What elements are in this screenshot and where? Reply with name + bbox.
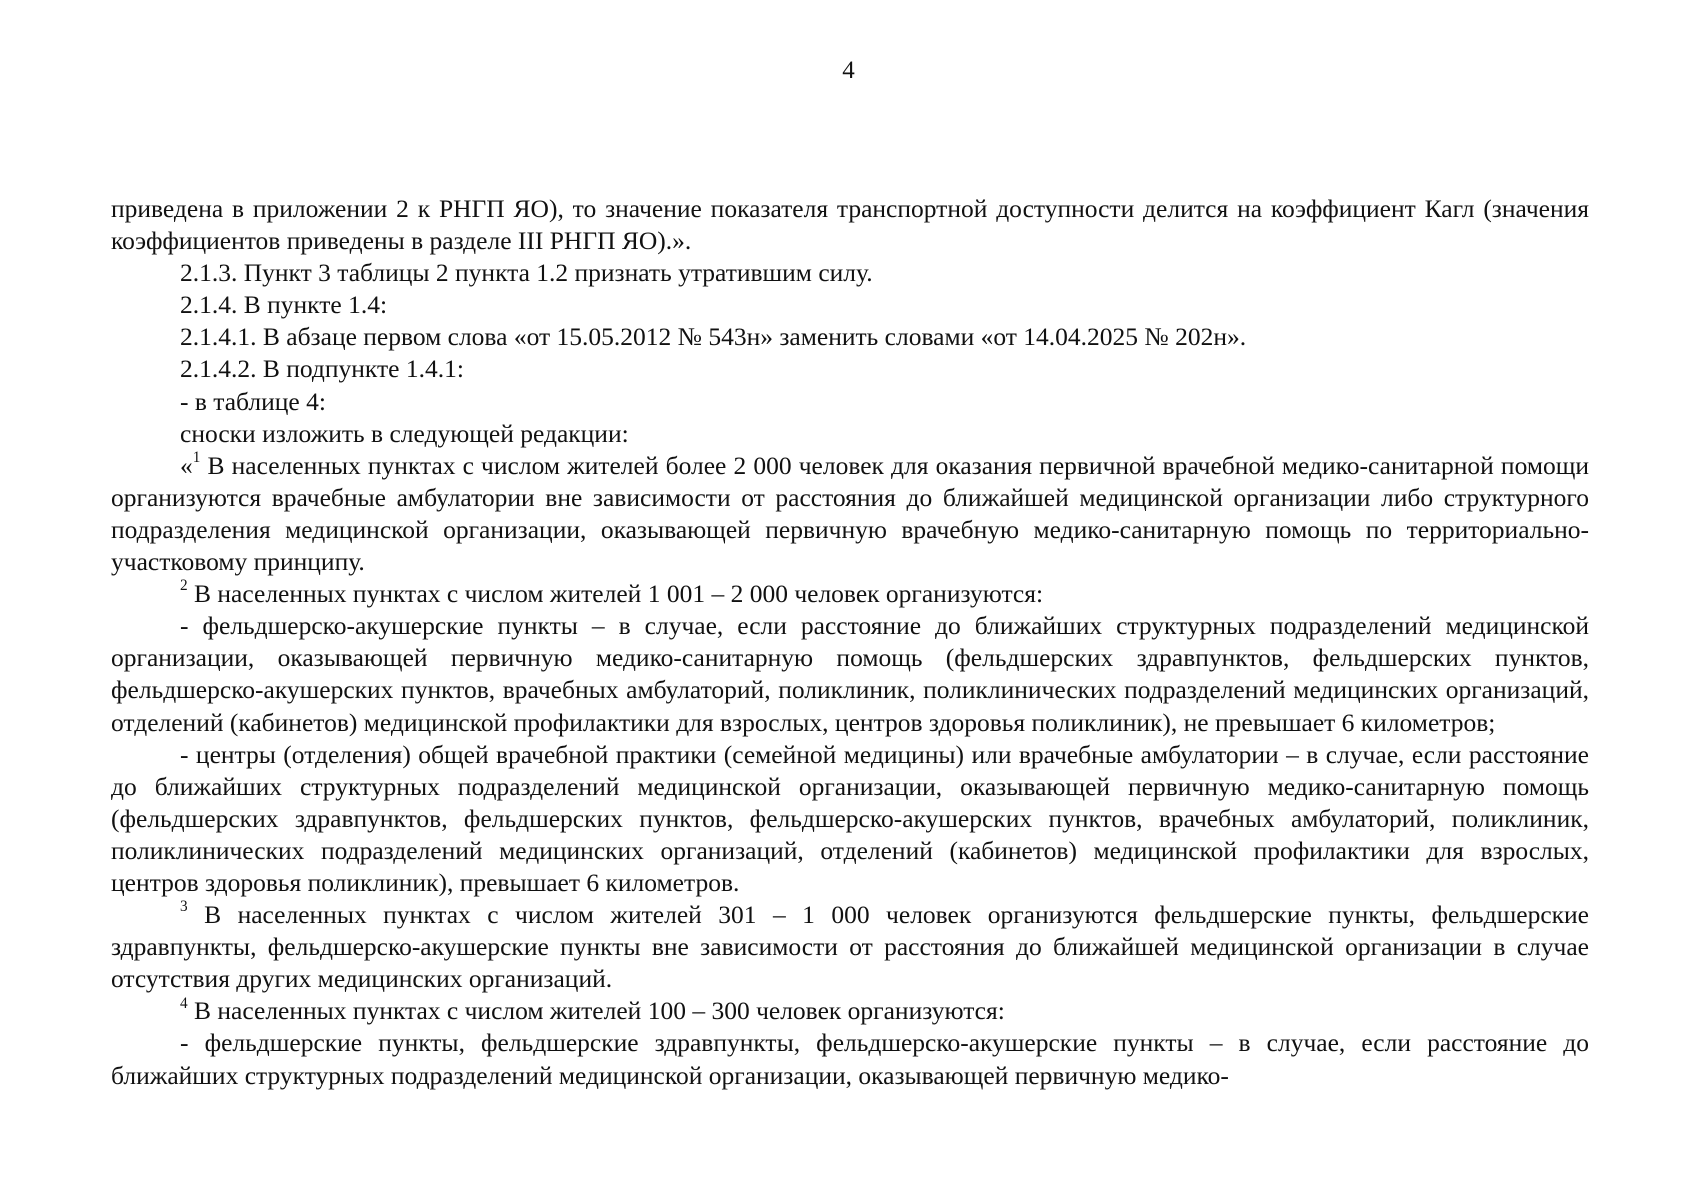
paragraph — [111, 899, 1589, 995]
paragraph — [111, 739, 1589, 899]
footnote-marker: 2 — [180, 577, 188, 595]
paragraph-text: - фельдшерские пункты, фельдшерские здравпункты, фельдшерско-акушерские пункты – в случае, если расстояние до ближайших структурных подразделений медицинской организации, оказывающей первичную медико- — [111, 1028, 1589, 1090]
document-body — [111, 193, 1589, 1092]
paragraph — [111, 321, 1589, 353]
paragraph — [111, 257, 1589, 289]
paragraph — [111, 386, 1589, 418]
paragraph — [111, 289, 1589, 321]
quote-mark: « — [180, 450, 193, 480]
footnote-marker: 3 — [180, 898, 188, 916]
paragraph-text: - центры (отделения) общей врачебной практики (семейной медицины) или врачебные амбулатории – в случае, если расстояние до ближайших структурных подразделений медицинской организации, оказывающей первичную медико-санитарную помощь (фельдшерских здравпунктов, фельдшерских пунктов, фельдшерско-акушерских пунктов, врачебных амбулаторий, поликлиник, поликлинических подразделений медицинских организаций, отделений (кабинетов) медицинской профилактики для взрослых, центров здоровья поликлиник), превышает 6 километров. — [111, 739, 1589, 897]
paragraph-text: 2.1.3. Пункт 3 таблицы 2 пункта 1.2 признать утратившим силу. — [180, 258, 873, 288]
paragraph-text: В населенных пунктах с числом жителей 1 001 – 2 000 человек организуются: — [187, 579, 1044, 609]
paragraph — [111, 418, 1589, 450]
footnote-marker: 1 — [192, 448, 201, 466]
paragraph-text: В населенных пунктах с числом жителей более 2 000 человек для оказания первичной врачебной медико-санитарной помощи организуются врачебные амбулатории вне зависимости от расстояния до ближайшей медицинской организации либо структурного подразделения медицинской организации, оказывающей первичную врачебную медико-санитарную помощь по территориально-участковому принципу. — [111, 450, 1589, 577]
paragraph — [111, 578, 1589, 610]
paragraph-text: В населенных пунктах с числом жителей 100 – 300 человек организуются: — [187, 996, 1005, 1026]
paragraph-text: 2.1.4.2. В подпункте 1.4.1: — [180, 354, 464, 384]
paragraph-text: 2.1.4. В пункте 1.4: — [180, 290, 388, 320]
paragraph — [111, 995, 1589, 1027]
footnote-marker: 4 — [180, 994, 188, 1012]
paragraph — [111, 450, 1589, 578]
paragraph — [111, 1027, 1589, 1091]
paragraph-text: - фельдшерско-акушерские пункты – в случае, если расстояние до ближайших структурных подразделений медицинской организации, оказывающей первичную медико-санитарную помощь (фельдшерских здравпунктов, фельдшерских пунктов, фельдшерско-акушерских пунктов, врачебных амбулаторий, поликлиник, поликлинических подразделений медицинских организаций, отделений (кабинетов) медицинской профилактики для взрослых, центров здоровья поликлиник), не превышает 6 километров; — [111, 611, 1589, 737]
paragraph-text: В населенных пунктах с числом жителей 301 – 1 000 человек организуются фельдшерские пункты, фельдшерские здравпункты, фельдшерско-акушерские пункты вне зависимости от расстояния до ближайшей медицинской организации в случае отсутствия других медицинских организаций. — [111, 900, 1589, 994]
paragraph — [111, 193, 1589, 257]
paragraph-text: сноски изложить в следующей редакции: — [180, 418, 629, 448]
paragraph-text: приведена в приложении 2 к РНГП ЯО), то значение показателя транспортной доступности делится на коэффициент Кагл (значения коэффициентов приведены в разделе III РНГП ЯО).». — [111, 194, 1589, 256]
paragraph — [111, 610, 1589, 738]
paragraph-text: - в таблице 4: — [180, 386, 326, 416]
page-number: 4 — [842, 57, 855, 84]
paragraph-text: 2.1.4.1. В абзаце первом слова «от 15.05.2012 № 543н» заменить словами «от 14.04.2025 № 202н». — [180, 322, 1247, 352]
paragraph — [111, 353, 1589, 385]
